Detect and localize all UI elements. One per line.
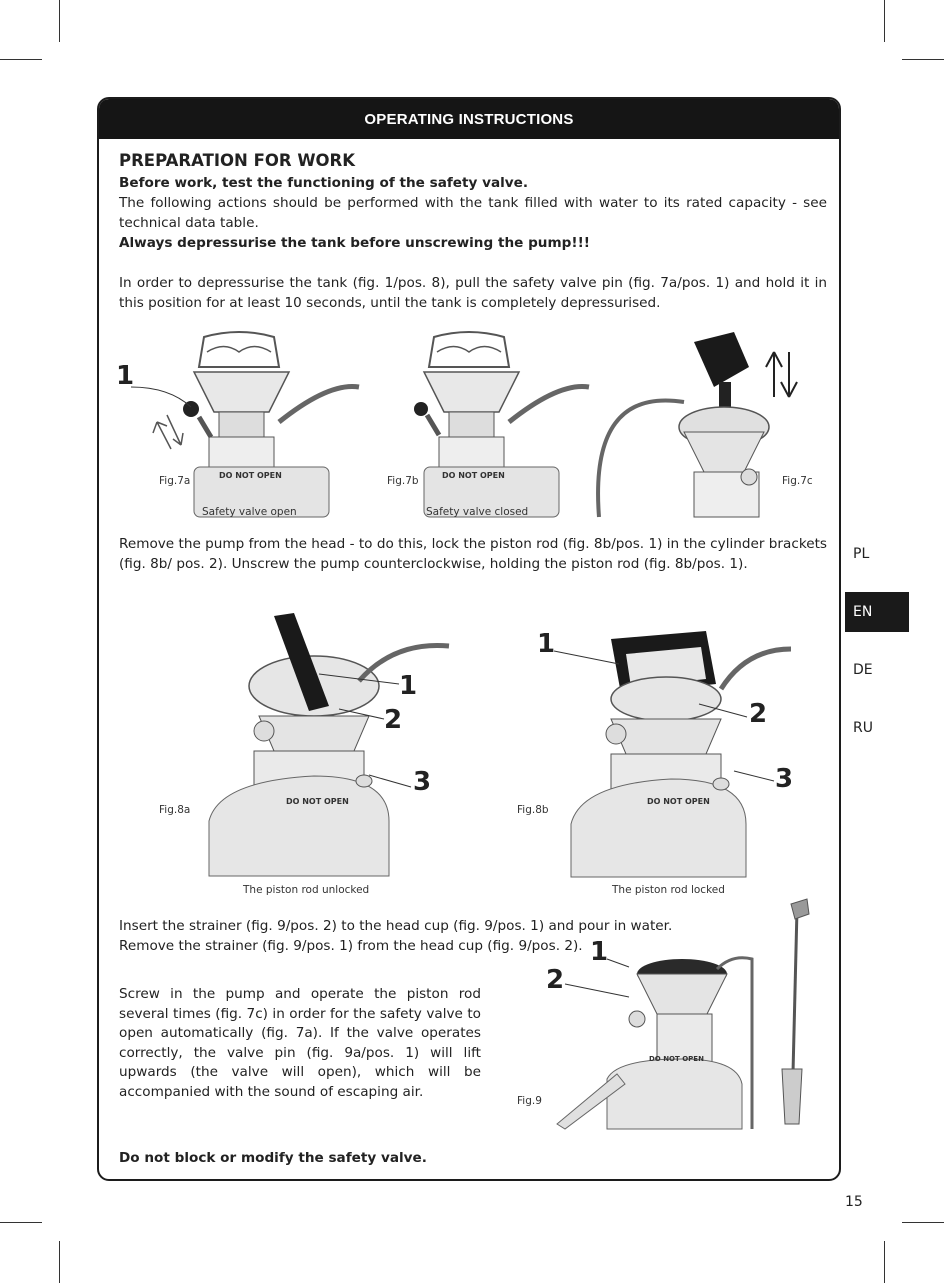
fig8b-callout-1: 1 — [537, 629, 556, 659]
fig9-callout-2: 2 — [546, 965, 565, 995]
fig8b-callout-2: 2 — [749, 699, 768, 729]
fig8a-caption: The piston rod unlocked — [243, 884, 370, 896]
page-number: 15 — [845, 1194, 863, 1210]
fig8a-callout-3: 3 — [413, 767, 432, 797]
lang-tab-en[interactable]: EN — [845, 592, 909, 632]
crop-mark — [884, 1241, 885, 1283]
fig7a-tank-text: DO NOT OPEN — [219, 471, 282, 480]
fig7c-label: Fig.7c — [782, 475, 813, 487]
paragraph-6: Insert the strainer (fig. 9/pos. 2) to the head cup (fig. 9/pos. 1) and pour in water. — [119, 918, 673, 934]
crop-mark — [902, 59, 944, 60]
fig8b-tank-text: DO NOT OPEN — [647, 797, 710, 806]
section-header: OPERATING INSTRUCTIONS — [99, 99, 839, 139]
fig7b-tank-text: DO NOT OPEN — [442, 471, 505, 480]
crop-mark — [0, 59, 42, 60]
crop-mark — [59, 1241, 60, 1283]
crop-mark — [902, 1222, 944, 1223]
paragraph-5: Remove the pump from the head - to do this, lock the piston rod (fig. 8b/pos. 1) in the cylinder brackets (fig. 8b/ pos. 2). Unscrew the pump counterclockwise, holding the piston rod (fig. 8b/pos. 1). — [119, 536, 827, 572]
fig7a-caption: Safety valve open — [202, 506, 297, 518]
fig9-callout-1: 1 — [590, 937, 609, 967]
fig9-leader-lines — [99, 99, 841, 1181]
paragraph-8: Screw in the pump and operate the piston rod several times (fig. 7c) in order for the safety valve to open automatically (fig. 7a). If the valve operates correctly, the valve pin (fig. 9a/pos. 1) will lift upwards (the valve will open), which will be accompanied with the sound of escaping air. — [119, 986, 481, 1100]
paragraph-2: The following actions should be performed with the tank filled with water to its rated capacity - see technical data table. — [119, 195, 827, 231]
fig8b-callout-3: 3 — [775, 764, 794, 794]
fig8a-label: Fig.8a — [159, 804, 191, 816]
lang-tab-ru[interactable]: RU — [853, 720, 873, 736]
lang-tab-pl[interactable]: PL — [853, 546, 870, 562]
fig8b-caption: The piston rod locked — [612, 884, 725, 896]
crop-mark — [884, 0, 885, 42]
fig8b-label: Fig.8b — [517, 804, 549, 816]
fig7a-callout-1: 1 — [116, 361, 135, 391]
crop-mark — [59, 0, 60, 42]
fig9-tank-text: DO NOT OPEN — [649, 1055, 704, 1063]
paragraph-bold-1: Before work, test the functioning of the safety valve. — [119, 175, 529, 191]
paragraph-7: Remove the strainer (fig. 9/pos. 1) from the head cup (fig. 9/pos. 2). — [119, 938, 583, 954]
fig7b-label: Fig.7b — [387, 475, 419, 487]
instructions-frame — [97, 97, 841, 1181]
lang-tab-de[interactable]: DE — [853, 662, 873, 678]
fig8a-callout-1: 1 — [399, 671, 418, 701]
paragraph-bold-3: Always depressurise the tank before unscrewing the pump!!! — [119, 235, 590, 251]
crop-mark — [0, 1222, 42, 1223]
fig8a-tank-text: DO NOT OPEN — [286, 797, 349, 806]
paragraph-4: In order to depressurise the tank (fig. 1/pos. 8), pull the safety valve pin (fig. 7a/pos. 1) and hold it in this position for at least 10 seconds, until the tank is completely depressurised. — [119, 275, 827, 311]
section-title: PREPARATION FOR WORK — [119, 151, 356, 170]
fig7a-label: Fig.7a — [159, 475, 191, 487]
fig7b-caption: Safety valve closed — [426, 506, 529, 518]
fig9-label: Fig.9 — [517, 1095, 542, 1107]
fig8a-callout-2: 2 — [384, 705, 403, 735]
warning-text: Do not block or modify the safety valve. — [119, 1150, 427, 1166]
